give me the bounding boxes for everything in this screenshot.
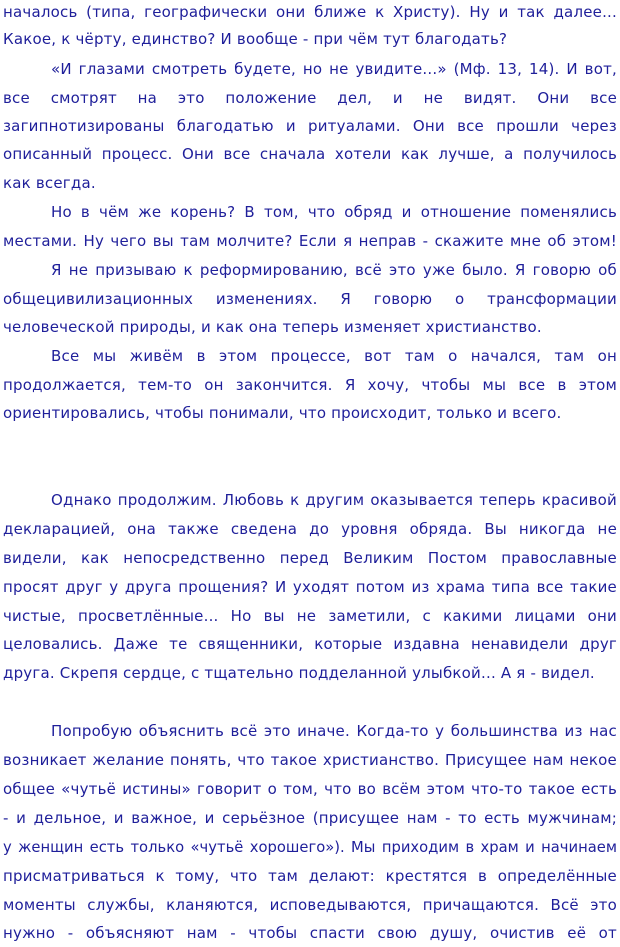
- text-line: моменты службы, кланяются, исповедываются, причащаются. Всё это: [3, 896, 617, 914]
- text-line: общецивилизационных изменениях. Я говорю о трансформации: [3, 290, 617, 308]
- text-line: ориентировались, чтобы понимали, что происходит, только и всего.: [3, 404, 562, 422]
- text-line: Но в чём же корень? В том, что обряд и отношение поменялись: [51, 203, 617, 221]
- text-line: у женщин есть только «чутьё хорошего»). Мы приходим в храм и начинаем: [3, 839, 617, 856]
- text-line: возникает желание понять, что такое христианство. Присущее нам некое: [3, 751, 617, 769]
- text-line: просят друг у друга прощения? И уходят потом из храма типа все такие: [3, 578, 617, 596]
- text-line: как всегда.: [3, 174, 96, 192]
- text-line: видели, как непосредственно перед Великим Постом православные: [3, 549, 617, 567]
- text-line: все смотрят на это положение дел, и не видят. Они все: [3, 89, 617, 107]
- text-line: местами. Ну чего вы там молчите? Если я неправ - скажите мне об этом!: [3, 232, 617, 250]
- text-line: Какое, к чёрту, единство? И вообще - при чём тут благодать?: [3, 30, 508, 48]
- text-line: присматриваться к тому, что там делают: крестятся в определённые: [3, 867, 617, 885]
- text-line: Все мы живём в этом процессе, вот там о начался, там он: [51, 347, 617, 365]
- text-line: «И глазами смотреть будете, но не увидите...» (Мф. 13, 14). И вот,: [51, 60, 617, 78]
- text-line: Однако продолжим. Любовь к другим оказывается теперь красивой: [51, 491, 617, 509]
- text-line: человеческой природы, и как она теперь изменяет христианство.: [3, 318, 542, 336]
- text-line: Я не призываю к реформированию, всё это уже было. Я говорю об: [51, 261, 617, 279]
- text-line: описанный процесс. Они все сначала хотели как лучше, а получилось: [3, 145, 617, 163]
- text-line: декларацией, она также сведена до уровня обряда. Вы никогда не: [3, 520, 617, 538]
- text-line: - и дельное, и важное, и серьёзное (присущее нам - то есть мужчинам;: [3, 809, 617, 827]
- text-line: продолжается, тем-то он закончится. Я хочу, чтобы мы все в этом: [3, 376, 617, 394]
- text-line: началось (типа, географически они ближе к Христу). Ну и так далее...: [3, 3, 617, 21]
- text-line: чистые, просветлённые... Но вы не заметили, с какими лицами они: [3, 607, 617, 625]
- text-line: загипнотизированы благодатью и ритуалами. Они все прошли через: [3, 117, 617, 135]
- text-line: друга. Скрепя сердце, с тщательно подделанной улыбкой... А я - видел.: [3, 664, 595, 682]
- text-line: нужно - объясняют нам - чтобы спасти свою душу, очистив её от: [3, 924, 617, 942]
- text-line: Попробую объяснить всё это иначе. Когда-то у большинства из нас: [51, 722, 617, 740]
- text-line: целовались. Даже те священники, которые издавна ненавидели друг: [3, 635, 617, 653]
- text-line: общее «чутьё истины» говорит о том, что во всём этом что-то такое есть: [3, 780, 617, 798]
